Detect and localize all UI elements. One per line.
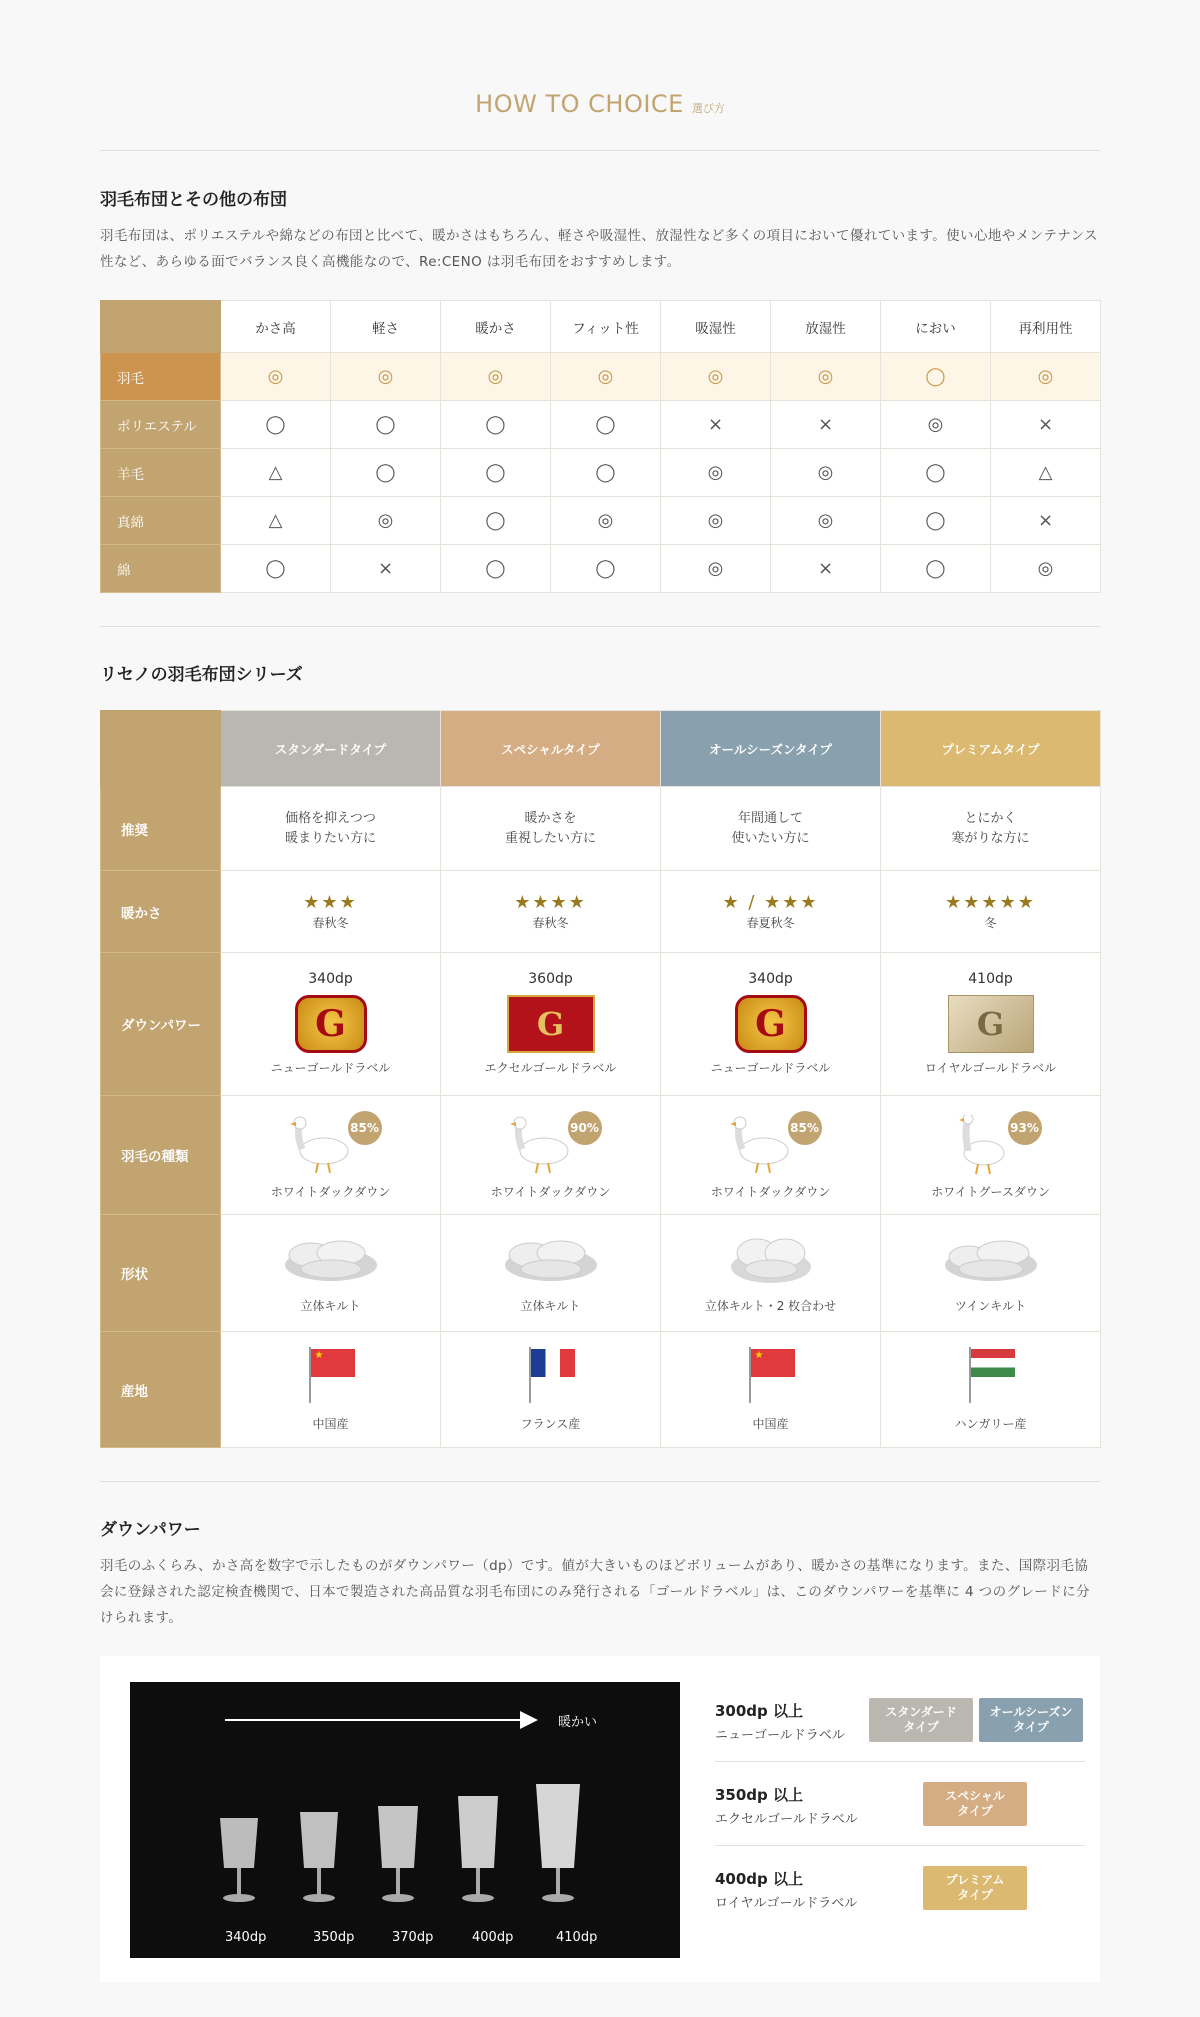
- downpower-cell: [441, 953, 661, 1096]
- new-gold-label-logo: G: [735, 995, 807, 1053]
- glass-label: 350dp: [313, 1930, 355, 1945]
- grade-label: ロイヤルゴールドラベル: [715, 1896, 858, 1911]
- row-header: ポリエステル: [101, 401, 221, 449]
- page-title: [100, 90, 1100, 118]
- row-origin: [101, 1332, 1101, 1448]
- hungary-flag-icon: [961, 1347, 1021, 1407]
- table-row-feather: [101, 353, 1101, 401]
- corner-cell: [101, 301, 221, 353]
- season-text: 春秋冬: [312, 915, 349, 930]
- badge-line: タイプ: [957, 1804, 993, 1818]
- origin-name: 中国産: [312, 1416, 349, 1431]
- grade-excel-gold: [715, 1762, 1085, 1846]
- recommend-line: 重視したい方に: [504, 830, 596, 846]
- recommend-line: 価格を抑えつつ: [285, 810, 376, 826]
- table-row-polyester: [101, 401, 1101, 449]
- duck-icon: [496, 1109, 606, 1179]
- col-header: フィット性: [551, 301, 661, 353]
- title-en: HOW TO CHOICE: [475, 90, 684, 118]
- mark-cell: ◯: [441, 449, 551, 497]
- china-flag-icon: ★: [301, 1347, 361, 1407]
- row-header: 羊毛: [101, 449, 221, 497]
- mark-cell: ◎: [221, 353, 331, 401]
- feather-name: ホワイトダックダウン: [490, 1185, 611, 1199]
- mark-cell: ◎: [331, 497, 441, 545]
- divider: [100, 1481, 1100, 1482]
- col-header: 再利用性: [991, 301, 1101, 353]
- dp-value: 410dp: [968, 971, 1013, 987]
- season-text: 春夏秋冬: [746, 915, 795, 930]
- row-header: 羽毛: [101, 353, 221, 401]
- downpower-description: 羽毛のふくらみ、かさ高を数字で示したものがダウンパワー（dp）です。値が大きいものほどボリュームがあり、暖かさの基準になります。また、国際羽毛協会に登録された認定検査機関で、日本で製造された高品質な羽毛布団にのみ発行される「ゴールドラベル」は、このダウンパワーを基準に 4 つのグレードに分けられます。: [100, 1558, 1090, 1626]
- down-ratio-badge: 85%: [788, 1111, 822, 1145]
- glass-label: 410dp: [556, 1930, 598, 1945]
- title-ja: 選び方: [691, 102, 725, 115]
- mark-cell: ◎: [771, 449, 881, 497]
- mark-cell: ◯: [881, 449, 991, 497]
- feather-cell: [661, 1096, 881, 1215]
- mark-cell: ◎: [551, 353, 661, 401]
- down-ratio-badge: 90%: [568, 1111, 602, 1145]
- comparison-description: 羽毛布団は、ポリエステルや綿などの布団と比べて、暖かさはもちろん、軽さや吸湿性、放湿性など多くの項目において優れています。使い心地やメンテナンス性など、あらゆる面でバランス良く高機能なので、Re:CENO は羽毛布団をおすすめします。: [100, 228, 1098, 270]
- grade-dp: 300dp 以上: [715, 1702, 804, 1720]
- badge-line: タイプ: [957, 1888, 993, 1902]
- feather-name: ホワイトダックダウン: [270, 1185, 391, 1199]
- mark-cell: ◯: [551, 401, 661, 449]
- type-special: スペシャルタイプ: [441, 711, 661, 787]
- badge-premium: [923, 1866, 1027, 1910]
- badge-line: スペシャル: [945, 1789, 1005, 1803]
- royal-gold-label-logo: G: [948, 995, 1034, 1053]
- season-text: 春秋冬: [532, 915, 569, 930]
- type-allseason: オールシーズンタイプ: [661, 711, 881, 787]
- series-table: [100, 710, 1101, 1448]
- origin-cell: [881, 1332, 1101, 1448]
- down-ratio-badge: 93%: [1008, 1111, 1042, 1145]
- origin-name: 中国産: [752, 1416, 789, 1431]
- badge-line: プレミアム: [945, 1873, 1005, 1887]
- down-ratio-badge: 85%: [348, 1111, 382, 1145]
- col-header: 暖かさ: [441, 301, 551, 353]
- mark-cell: ◎: [661, 545, 771, 593]
- mark-cell: ◯: [551, 545, 661, 593]
- warmth-cell: [441, 871, 661, 953]
- recommend-cell: [881, 787, 1101, 871]
- table-row-wool: [101, 449, 1101, 497]
- new-gold-label-logo: G: [295, 995, 367, 1053]
- mark-cell: ◯: [441, 401, 551, 449]
- duck-icon: [276, 1109, 386, 1179]
- mark-cell: △: [991, 449, 1101, 497]
- excel-gold-label-logo: G: [507, 995, 595, 1053]
- downpower-cell: [881, 953, 1101, 1096]
- dp-value: 360dp: [528, 971, 573, 987]
- recommend-line: 寒がりな方に: [951, 830, 1030, 846]
- badge-line: オールシーズン: [989, 1705, 1073, 1719]
- section-heading-series: リセノの羽毛布団シリーズ: [100, 665, 303, 685]
- shape-name: 立体キルト: [520, 1299, 581, 1313]
- label-name: ニューゴールドラベル: [710, 1061, 831, 1075]
- shape-name: 立体キルト・2 枚合わせ: [704, 1299, 837, 1313]
- badge-line: スタンダード: [885, 1705, 957, 1719]
- corner-cell: [101, 711, 221, 787]
- star-rating: ★★★★★: [945, 891, 1036, 913]
- col-header: 吸湿性: [661, 301, 771, 353]
- row-header: 推奨: [101, 787, 221, 871]
- row-header: 真綿: [101, 497, 221, 545]
- china-flag-icon: ★: [741, 1347, 801, 1407]
- mark-cell: ◯: [881, 497, 991, 545]
- recommend-line: とにかく: [964, 810, 1017, 826]
- france-flag-icon: [521, 1347, 581, 1407]
- mark-cell: ◎: [881, 401, 991, 449]
- mark-cell: ◯: [221, 545, 331, 593]
- badge-allseason: [979, 1698, 1083, 1742]
- mark-cell: ◎: [661, 353, 771, 401]
- row-header: 暖かさ: [101, 871, 221, 953]
- star-rating: ★★★: [303, 891, 358, 913]
- recommend-line: 年間通して: [737, 810, 803, 826]
- quilt-icon: [281, 1231, 381, 1287]
- table-row-silk: [101, 497, 1101, 545]
- star-rating: ★ / ★★★: [722, 891, 819, 913]
- warmth-cell: [881, 871, 1101, 953]
- col-header: かさ高: [221, 301, 331, 353]
- type-standard: スタンダードタイプ: [221, 711, 441, 787]
- origin-name: ハンガリー産: [954, 1416, 1027, 1431]
- label-name: ニューゴールドラベル: [270, 1061, 391, 1075]
- mark-cell: ◎: [441, 353, 551, 401]
- recommend-cell: [441, 787, 661, 871]
- goose-icon: [936, 1109, 1046, 1179]
- mark-cell: ◯: [881, 545, 991, 593]
- origin-cell: [221, 1332, 441, 1448]
- downpower-comparison-photo: [130, 1682, 680, 1958]
- origin-name: フランス産: [520, 1416, 581, 1431]
- mark-cell: ◎: [331, 353, 441, 401]
- grade-dp: 350dp 以上: [715, 1786, 804, 1804]
- glass-label: 370dp: [392, 1930, 434, 1945]
- mark-cell: ×: [771, 545, 881, 593]
- mark-cell: ×: [991, 497, 1101, 545]
- mark-cell: △: [221, 449, 331, 497]
- mark-cell: ◯: [551, 449, 661, 497]
- row-recommend: [101, 787, 1101, 871]
- arrow-head-icon: [520, 1711, 538, 1729]
- mark-cell: ◎: [771, 497, 881, 545]
- row-header: 産地: [101, 1332, 221, 1448]
- feather-name: ホワイトグースダウン: [931, 1185, 1050, 1199]
- season-text: 冬: [984, 915, 997, 930]
- shape-name: ツインキルト: [954, 1299, 1027, 1313]
- row-header: ダウンパワー: [101, 953, 221, 1096]
- series-header-row: [101, 711, 1101, 787]
- row-warmth: [101, 871, 1101, 953]
- mark-cell: ◯: [331, 401, 441, 449]
- section-heading-downpower: ダウンパワー: [100, 1520, 201, 1540]
- quilt-icon: [501, 1231, 601, 1287]
- divider: [100, 150, 1100, 151]
- mark-cell: ×: [331, 545, 441, 593]
- label-name: エクセルゴールドラベル: [484, 1061, 617, 1075]
- mark-cell: ◎: [551, 497, 661, 545]
- mark-cell: ◯: [221, 401, 331, 449]
- arrow-label: 暖かい: [558, 1715, 598, 1730]
- mark-cell: ×: [661, 401, 771, 449]
- mark-cell: ◎: [661, 449, 771, 497]
- origin-cell: [441, 1332, 661, 1448]
- dp-value: 340dp: [308, 971, 353, 987]
- badge-standard: [869, 1698, 973, 1742]
- feather-cell: [221, 1096, 441, 1215]
- feather-name: ホワイトダックダウン: [710, 1185, 831, 1199]
- label-name: ロイヤルゴールドラベル: [924, 1061, 1057, 1075]
- badge-line: タイプ: [903, 1720, 939, 1734]
- table-header-row: [101, 301, 1101, 353]
- quilt-icon: [941, 1231, 1041, 1287]
- glass-label: 400dp: [472, 1930, 514, 1945]
- mark-cell: △: [221, 497, 331, 545]
- grade-dp: 400dp 以上: [715, 1870, 804, 1888]
- grade-label: エクセルゴールドラベル: [715, 1812, 858, 1827]
- quilt-icon: [721, 1231, 821, 1287]
- row-downpower: [101, 953, 1101, 1096]
- mark-cell: ◎: [771, 353, 881, 401]
- mark-cell: ◎: [991, 353, 1101, 401]
- mark-cell: ◯: [441, 497, 551, 545]
- feather-cell: [881, 1096, 1101, 1215]
- col-header: 放湿性: [771, 301, 881, 353]
- table-row-cotton: [101, 545, 1101, 593]
- glass-label: 340dp: [225, 1930, 267, 1945]
- mark-cell: ◎: [661, 497, 771, 545]
- recommend-cell: [221, 787, 441, 871]
- shape-cell: [441, 1215, 661, 1332]
- grade-royal-gold: [715, 1846, 1085, 1930]
- shape-name: 立体キルト: [300, 1299, 361, 1313]
- warmth-cell: [221, 871, 441, 953]
- row-header: 綿: [101, 545, 221, 593]
- mark-cell: ×: [991, 401, 1101, 449]
- grade-new-gold: [715, 1678, 1085, 1762]
- shape-cell: [221, 1215, 441, 1332]
- mark-cell: ◯: [331, 449, 441, 497]
- origin-cell: [661, 1332, 881, 1448]
- warmth-cell: [661, 871, 881, 953]
- grade-label: ニューゴールドラベル: [715, 1728, 845, 1743]
- col-header: 軽さ: [331, 301, 441, 353]
- col-header: におい: [881, 301, 991, 353]
- recommend-line: 暖かさを: [524, 810, 577, 826]
- row-shape: [101, 1215, 1101, 1332]
- row-header: 羽毛の種類: [101, 1096, 221, 1215]
- row-header: 形状: [101, 1215, 221, 1332]
- section-heading-comparison: 羽毛布団とその他の布団: [100, 190, 287, 210]
- downpower-cell: [661, 953, 881, 1096]
- mark-cell: ×: [771, 401, 881, 449]
- recommend-cell: [661, 787, 881, 871]
- shape-cell: [881, 1215, 1101, 1332]
- shape-cell: [661, 1215, 881, 1332]
- mark-cell: ◎: [991, 545, 1101, 593]
- row-feather: [101, 1096, 1101, 1215]
- recommend-line: 使いたい方に: [731, 830, 810, 846]
- recommend-line: 暖まりたい方に: [284, 830, 376, 846]
- mark-cell: ◯: [881, 353, 991, 401]
- badge-special: [923, 1782, 1027, 1826]
- glasses-illustration: [210, 1748, 610, 1908]
- mark-cell: ◯: [441, 545, 551, 593]
- arrow-line: [225, 1719, 527, 1721]
- badge-line: タイプ: [1013, 1720, 1049, 1734]
- futon-comparison-table: [100, 300, 1101, 593]
- dp-value: 340dp: [748, 971, 793, 987]
- duck-icon: [716, 1109, 826, 1179]
- downpower-panel: [100, 1656, 1100, 1982]
- downpower-cell: [221, 953, 441, 1096]
- divider: [100, 626, 1100, 627]
- type-premium: プレミアムタイプ: [881, 711, 1101, 787]
- star-rating: ★★★★: [514, 891, 587, 913]
- feather-cell: [441, 1096, 661, 1215]
